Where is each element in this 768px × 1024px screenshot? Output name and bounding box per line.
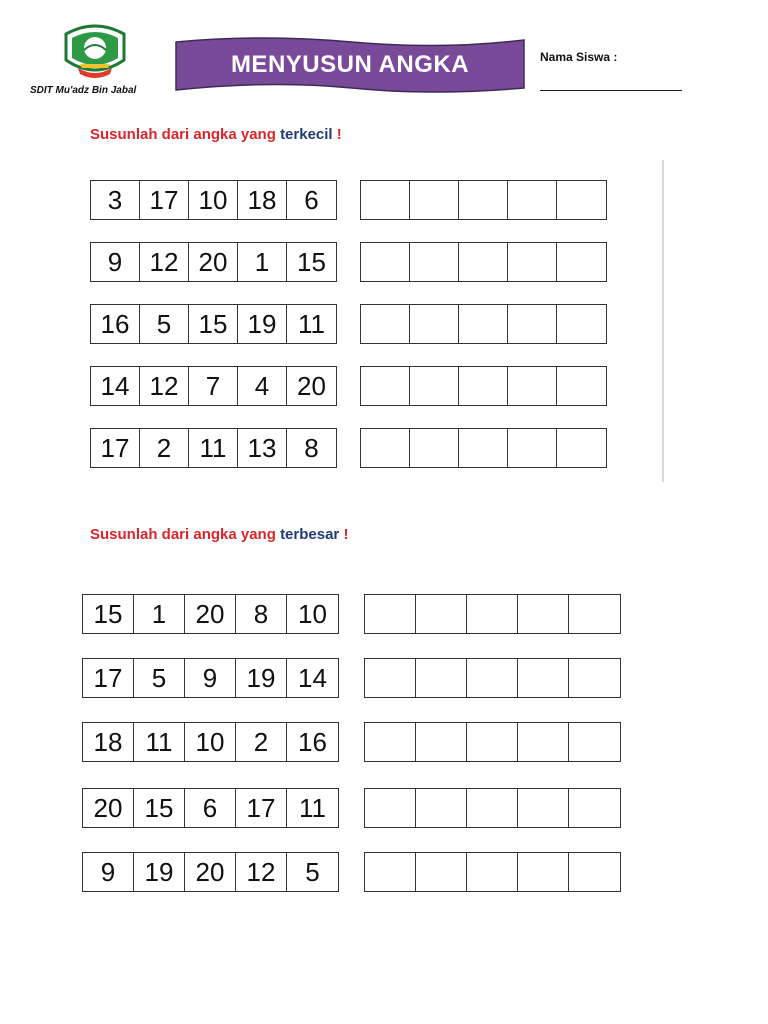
- number-cell: 12: [236, 853, 287, 891]
- number-cell: 20: [297, 370, 326, 401]
- answer-box[interactable]: [365, 853, 416, 891]
- answer-box[interactable]: [410, 429, 459, 467]
- number-row: [90, 366, 337, 406]
- number-cell: 11: [299, 792, 326, 823]
- answer-row: [360, 242, 607, 282]
- answer-box[interactable]: [557, 367, 606, 405]
- answer-box[interactable]: [410, 243, 459, 281]
- number-cell: 2: [236, 723, 287, 761]
- number-cell: 19: [134, 853, 185, 891]
- answer-box[interactable]: [459, 367, 508, 405]
- number-cell: 5: [140, 305, 189, 343]
- number-cell: 9: [185, 659, 236, 697]
- title-banner: [172, 36, 528, 94]
- answer-row: [360, 304, 607, 344]
- answer-box[interactable]: [365, 595, 416, 633]
- student-name-label: Nama Siswa :: [540, 50, 618, 64]
- number-cell: 3: [91, 181, 140, 219]
- number-row: [82, 788, 339, 828]
- answer-row: [364, 852, 621, 892]
- answer-box[interactable]: [467, 659, 518, 697]
- instruction-text: Susunlah dari angka yang: [90, 526, 276, 543]
- number-cell: 13: [238, 429, 287, 467]
- number-row: [90, 242, 337, 282]
- answer-box[interactable]: [467, 853, 518, 891]
- answer-box[interactable]: [518, 853, 569, 891]
- answer-box[interactable]: [508, 305, 557, 343]
- answer-box[interactable]: [569, 659, 620, 697]
- answer-box[interactable]: [459, 181, 508, 219]
- answer-row: [364, 722, 621, 762]
- number-cell: 19: [238, 305, 287, 343]
- answer-row: [360, 180, 607, 220]
- answer-box[interactable]: [361, 243, 410, 281]
- number-row: [82, 658, 339, 698]
- number-cell: 16: [298, 726, 327, 757]
- answer-box[interactable]: [557, 305, 606, 343]
- number-row: [90, 304, 337, 344]
- answer-box[interactable]: [410, 367, 459, 405]
- answer-row: [364, 594, 621, 634]
- number-cell: 20: [185, 853, 236, 891]
- number-cell: 9: [91, 243, 140, 281]
- answer-box[interactable]: [508, 243, 557, 281]
- number-cell: 7: [189, 367, 238, 405]
- instruction-keyword: terkecil: [280, 126, 333, 143]
- answer-box[interactable]: [518, 659, 569, 697]
- number-row: [90, 428, 337, 468]
- number-row: [82, 594, 339, 634]
- worksheet-title: MENYUSUN ANGKA: [230, 51, 470, 78]
- margin-divider: [662, 160, 664, 482]
- number-row: [90, 180, 337, 220]
- answer-box[interactable]: [467, 723, 518, 761]
- number-cell: 20: [185, 595, 236, 633]
- answer-box[interactable]: [365, 659, 416, 697]
- number-cell: 16: [91, 305, 140, 343]
- answer-box[interactable]: [416, 853, 467, 891]
- school-name: SDIT Mu'adz Bin Jabal: [30, 85, 137, 96]
- answer-box[interactable]: [416, 789, 467, 827]
- number-cell: 15: [189, 305, 238, 343]
- number-cell: 6: [185, 789, 236, 827]
- answer-box[interactable]: [518, 723, 569, 761]
- answer-box[interactable]: [518, 789, 569, 827]
- number-row: [82, 852, 339, 892]
- answer-box[interactable]: [557, 243, 606, 281]
- number-cell: 17: [83, 659, 134, 697]
- number-cell: 2: [140, 429, 189, 467]
- answer-box[interactable]: [569, 789, 620, 827]
- answer-box[interactable]: [416, 723, 467, 761]
- answer-row: [364, 788, 621, 828]
- answer-box[interactable]: [361, 429, 410, 467]
- instruction-mark: !: [336, 126, 342, 143]
- instruction-descending: [90, 526, 348, 543]
- number-cell: 17: [140, 181, 189, 219]
- student-name-line[interactable]: [540, 90, 682, 91]
- number-cell: 14: [91, 367, 140, 405]
- answer-box[interactable]: [508, 429, 557, 467]
- answer-box[interactable]: [467, 789, 518, 827]
- number-cell: 18: [83, 723, 134, 761]
- answer-row: [364, 658, 621, 698]
- answer-box[interactable]: [569, 595, 620, 633]
- number-cell: 11: [298, 308, 325, 339]
- answer-box[interactable]: [569, 723, 620, 761]
- answer-box[interactable]: [410, 181, 459, 219]
- instruction-keyword: terbesar: [280, 526, 340, 543]
- number-cell: 14: [298, 662, 327, 693]
- answer-box[interactable]: [518, 595, 569, 633]
- answer-box[interactable]: [416, 595, 467, 633]
- answer-box[interactable]: [508, 181, 557, 219]
- answer-box[interactable]: [508, 367, 557, 405]
- number-cell: 11: [134, 723, 185, 761]
- number-cell: 18: [238, 181, 287, 219]
- answer-box[interactable]: [569, 853, 620, 891]
- number-cell: 8: [304, 432, 319, 463]
- answer-box[interactable]: [365, 789, 416, 827]
- answer-row: [360, 428, 607, 468]
- number-cell: 15: [134, 789, 185, 827]
- number-cell: 20: [83, 789, 134, 827]
- number-cell: 5: [305, 856, 320, 887]
- number-cell: 15: [297, 246, 326, 277]
- answer-box[interactable]: [361, 367, 410, 405]
- answer-box[interactable]: [410, 305, 459, 343]
- answer-box[interactable]: [361, 305, 410, 343]
- answer-box[interactable]: [557, 181, 606, 219]
- number-cell: 17: [91, 429, 140, 467]
- answer-box[interactable]: [459, 429, 508, 467]
- instruction-mark: !: [343, 526, 349, 543]
- number-cell: 15: [83, 595, 134, 633]
- answer-box[interactable]: [416, 659, 467, 697]
- answer-box[interactable]: [557, 429, 606, 467]
- number-cell: 10: [298, 598, 327, 629]
- number-cell: 10: [185, 723, 236, 761]
- number-cell: 5: [134, 659, 185, 697]
- number-cell: 1: [134, 595, 185, 633]
- answer-box[interactable]: [459, 305, 508, 343]
- answer-box[interactable]: [365, 723, 416, 761]
- answer-box[interactable]: [361, 181, 410, 219]
- instruction-ascending: [90, 126, 342, 143]
- number-cell: 6: [304, 184, 319, 215]
- answer-box[interactable]: [459, 243, 508, 281]
- instruction-text: Susunlah dari angka yang: [90, 126, 276, 143]
- number-cell: 17: [236, 789, 287, 827]
- number-cell: 4: [238, 367, 287, 405]
- number-cell: 8: [236, 595, 287, 633]
- number-cell: 12: [140, 243, 189, 281]
- number-cell: 10: [189, 181, 238, 219]
- number-cell: 19: [236, 659, 287, 697]
- answer-box[interactable]: [467, 595, 518, 633]
- number-cell: 11: [189, 429, 238, 467]
- number-cell: 1: [238, 243, 287, 281]
- number-cell: 20: [189, 243, 238, 281]
- number-cell: 9: [83, 853, 134, 891]
- number-row: [82, 722, 339, 762]
- school-logo: [58, 20, 132, 86]
- number-cell: 12: [140, 367, 189, 405]
- answer-row: [360, 366, 607, 406]
